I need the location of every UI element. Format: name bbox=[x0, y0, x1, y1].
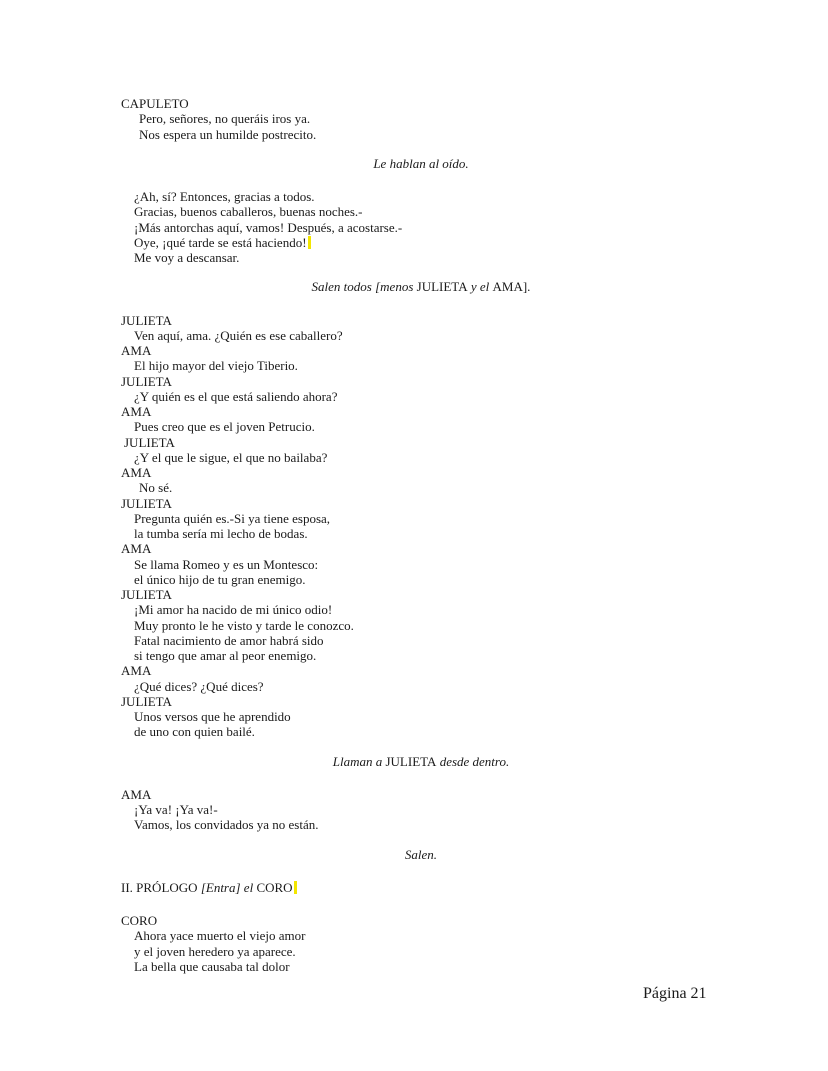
speaker-name: CORO bbox=[121, 913, 158, 928]
verse-line: ¿Y el que le sigue, el que no bailaba? bbox=[134, 449, 328, 465]
speaker-name: JULIETA bbox=[121, 693, 172, 709]
verse-line: ¡Ya va! ¡Ya va!- bbox=[134, 802, 218, 817]
speaker-name: JULIETA bbox=[121, 373, 172, 389]
verse-line: Vamos, los convidados ya no están. bbox=[134, 817, 319, 833]
verse-line: No sé. bbox=[139, 480, 173, 496]
verse-line: Pero, señores, no queráis iros ya. bbox=[139, 111, 311, 127]
verse-line: el único hijo de tu gran enemigo. bbox=[134, 571, 306, 587]
stage-direction: Salen. bbox=[404, 846, 438, 862]
verse-line: Ven aquí, ama. ¿Quién es ese caballero? bbox=[134, 327, 343, 343]
verse-line: si tengo que amar al peor enemigo. bbox=[134, 648, 317, 663]
speaker-name: JULIETA bbox=[121, 495, 172, 511]
highlight-mark bbox=[308, 236, 311, 249]
verse-line: El hijo mayor del viejo Tiberio. bbox=[134, 358, 298, 374]
verse-line bbox=[121, 235, 721, 250]
verse-line: Ahora yace muerto el viejo amor bbox=[134, 928, 306, 944]
stage-text: Salen todos [menos bbox=[311, 279, 417, 295]
verse-line: Pregunta quién es.-Si ya tiene esposa, bbox=[134, 510, 331, 526]
speaker-name: AMA bbox=[121, 663, 152, 679]
verse-line: ¡Más antorchas aquí, vamos! Después, a acostarse.- bbox=[134, 219, 403, 235]
verse-line: Nos espera un humilde postrecito. bbox=[139, 126, 317, 142]
verse-line: Fatal nacimiento de amor habrá sido bbox=[134, 632, 324, 648]
page-number: Página 21 bbox=[643, 985, 707, 1002]
play-text bbox=[121, 96, 721, 974]
verse-line: de uno con quien bailé. bbox=[134, 724, 255, 740]
prologue-heading bbox=[121, 880, 721, 895]
speaker-name: AMA bbox=[121, 465, 152, 480]
prologue-entra: [Entra] el bbox=[200, 879, 257, 895]
verse-line: Muy pronto le he visto y tarde le conozco. bbox=[134, 617, 354, 633]
stage-text: desde dentro. bbox=[436, 753, 510, 769]
prologue-title: II. PRÓLOGO bbox=[121, 879, 201, 895]
stage-text: ]. bbox=[522, 279, 531, 295]
verse-line: Pues creo que es el joven Petrucio. bbox=[134, 419, 315, 435]
stage-text: y el bbox=[467, 279, 493, 295]
verse-line: Me voy a descansar. bbox=[134, 250, 240, 265]
verse-line: Se llama Romeo y es un Montesco: bbox=[134, 556, 319, 572]
stage-name: JULIETA bbox=[416, 279, 468, 295]
verse-line: ¿Qué dices? ¿Qué dices? bbox=[134, 678, 264, 694]
verse-line: La bella que causaba tal dolor bbox=[134, 958, 290, 974]
stage-direction: Le hablan al oído. bbox=[373, 155, 469, 171]
verse-line: ¿Y quién es el que está saliendo ahora? bbox=[134, 388, 338, 404]
speaker-name: AMA bbox=[121, 541, 152, 557]
prologue-coro: CORO bbox=[256, 879, 293, 895]
stage-name: JULIETA bbox=[385, 753, 437, 769]
speaker-name: AMA bbox=[121, 786, 152, 802]
verse-text: Oye, ¡qué tarde se está haciendo! bbox=[134, 234, 307, 250]
speaker-name: JULIETA bbox=[124, 434, 175, 450]
stage-direction bbox=[121, 754, 721, 769]
verse-line: y el joven heredero ya aparece. bbox=[134, 943, 296, 959]
speaker-name: AMA bbox=[121, 404, 152, 419]
stage-name: AMA bbox=[492, 279, 523, 295]
highlight-mark bbox=[294, 881, 297, 894]
stage-direction bbox=[121, 279, 721, 294]
stage-text: Llaman a bbox=[332, 753, 386, 769]
speaker-name: AMA bbox=[121, 343, 152, 358]
verse-line: Gracias, buenos caballeros, buenas noches.- bbox=[134, 204, 363, 220]
speaker-name: JULIETA bbox=[121, 312, 172, 328]
verse-line: la tumba sería mi lecho de bodas. bbox=[134, 526, 308, 541]
verse-line: ¡Mi amor ha nacido de mi único odio! bbox=[134, 602, 333, 618]
speaker-name: JULIETA bbox=[121, 587, 172, 602]
verse-line: ¿Ah, sí? Entonces, gracias a todos. bbox=[134, 189, 315, 204]
speaker-name: CAPULETO bbox=[121, 96, 189, 111]
verse-line: Unos versos que he aprendido bbox=[134, 709, 291, 724]
